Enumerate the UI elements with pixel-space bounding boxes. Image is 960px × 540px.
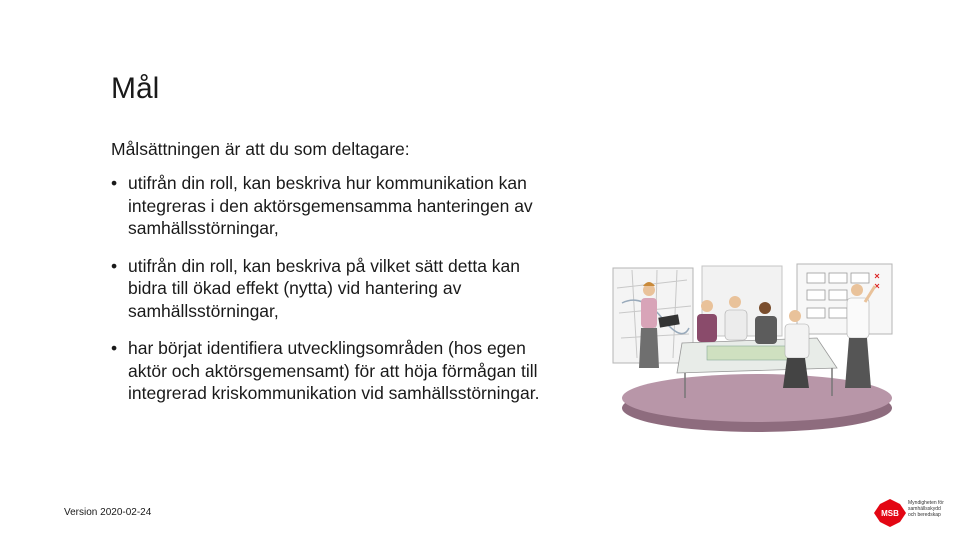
slide-title: Mål: [111, 72, 160, 105]
goal-item: • utifrån din roll, kan beskriva hur kommunikation kan integreras i den aktörsgemensamma hanteringen av samhällsstörningar,: [111, 172, 561, 240]
msb-logo-mark: MSB: [881, 509, 899, 518]
goal-item: • utifrån din roll, kan beskriva på vilket sätt detta kan bidra till ökad effekt (nytta) vid hantering av samhällsstörningar,: [111, 255, 561, 323]
whiteboard: [797, 264, 892, 334]
intro-text: Målsättningen är att du som deltagare:: [111, 139, 410, 159]
goal-list: [111, 172, 561, 420]
version-label: Version 2020-02-24: [64, 507, 152, 518]
goal-item: • har börjat identifiera utvecklingsområden (hos egen aktör och aktörsgemensamt) för att höja förmågan till integrerad kriskommunikation vid samhällsstörningar.: [111, 337, 561, 405]
msb-logo-caption: Myndigheten för samhällsskydd och beredskap: [908, 500, 944, 518]
team-meeting-illustration: [607, 258, 897, 440]
